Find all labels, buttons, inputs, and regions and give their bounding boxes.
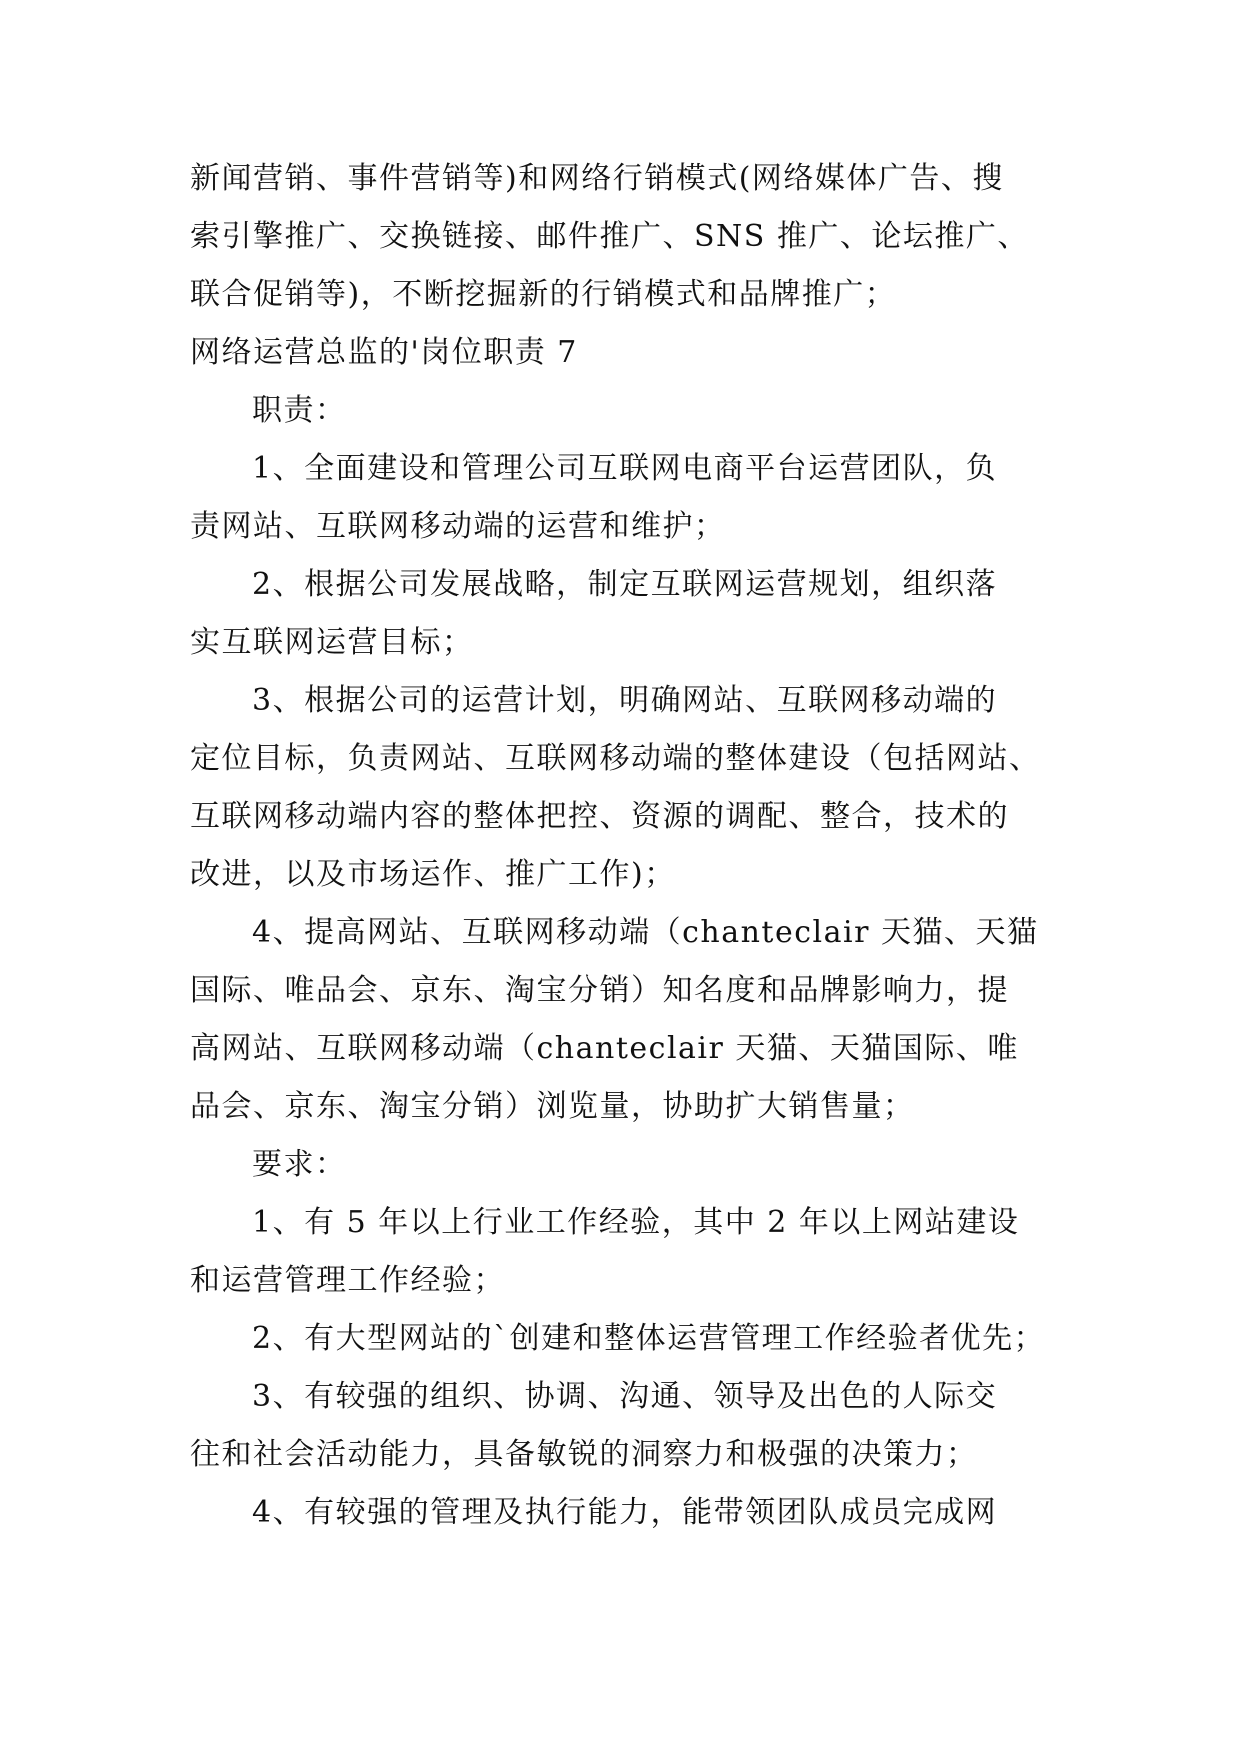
text-line: 要求： (252, 1147, 347, 1182)
text-line: 1、全面建设和管理公司互联网电商平台运营团队，负 (252, 451, 998, 486)
text-line: 高网站、互联网移动端（chanteclair 天猫、天猫国际、唯 (190, 1031, 1019, 1066)
document-body (190, 150, 1052, 1542)
text-line: 责网站、互联网移动端的运营和维护； (190, 509, 726, 544)
text-line: 互联网移动端内容的整体把控、资源的调配、整合，技术的 (190, 799, 1009, 834)
text-line: 3、有较强的组织、协调、沟通、领导及出色的人际交 (252, 1379, 998, 1414)
text-line: 新闻营销、事件营销等)和网络行销模式(网络媒体广告、搜 (190, 161, 1004, 196)
text-line: 实互联网运营目标； (190, 625, 474, 660)
text-line: 国际、唯品会、京东、淘宝分销）知名度和品牌影响力，提 (190, 973, 1009, 1008)
text-line: 1、有 5 年以上行业工作经验，其中 2 年以上网站建设 (252, 1205, 1020, 1240)
text-line: 2、根据公司发展战略，制定互联网运营规划，组织落 (252, 567, 998, 602)
text-line: 品会、京东、淘宝分销）浏览量，协助扩大销售量； (190, 1089, 915, 1124)
text-line: 联合促销等)，不断挖掘新的行销模式和品牌推广； (190, 277, 897, 312)
text-line: 4、提高网站、互联网移动端（chanteclair 天猫、天猫 (252, 915, 1039, 950)
text-line: 网络运营总监的'岗位职责 7 (190, 335, 578, 370)
text-line: 和运营管理工作经验； (190, 1263, 505, 1298)
text-line: 改进，以及市场运作、推广工作)； (190, 857, 676, 892)
text-line: 4、有较强的管理及执行能力，能带领团队成员完成网 (252, 1495, 998, 1530)
text-line: 定位目标，负责网站、互联网移动端的整体建设（包括网站、 (190, 741, 1041, 776)
text-line: 索引擎推广、交换链接、邮件推广、SNS 推广、论坛推广、 (190, 219, 1029, 254)
text-line: 职责： (252, 393, 347, 428)
text-line: 往和社会活动能力，具备敏锐的洞察力和极强的决策力； (190, 1437, 978, 1472)
text-line: 3、根据公司的运营计划，明确网站、互联网移动端的 (252, 683, 998, 718)
text-line: 2、有大型网站的`创建和整体运营管理工作经验者优先； (252, 1321, 1046, 1356)
